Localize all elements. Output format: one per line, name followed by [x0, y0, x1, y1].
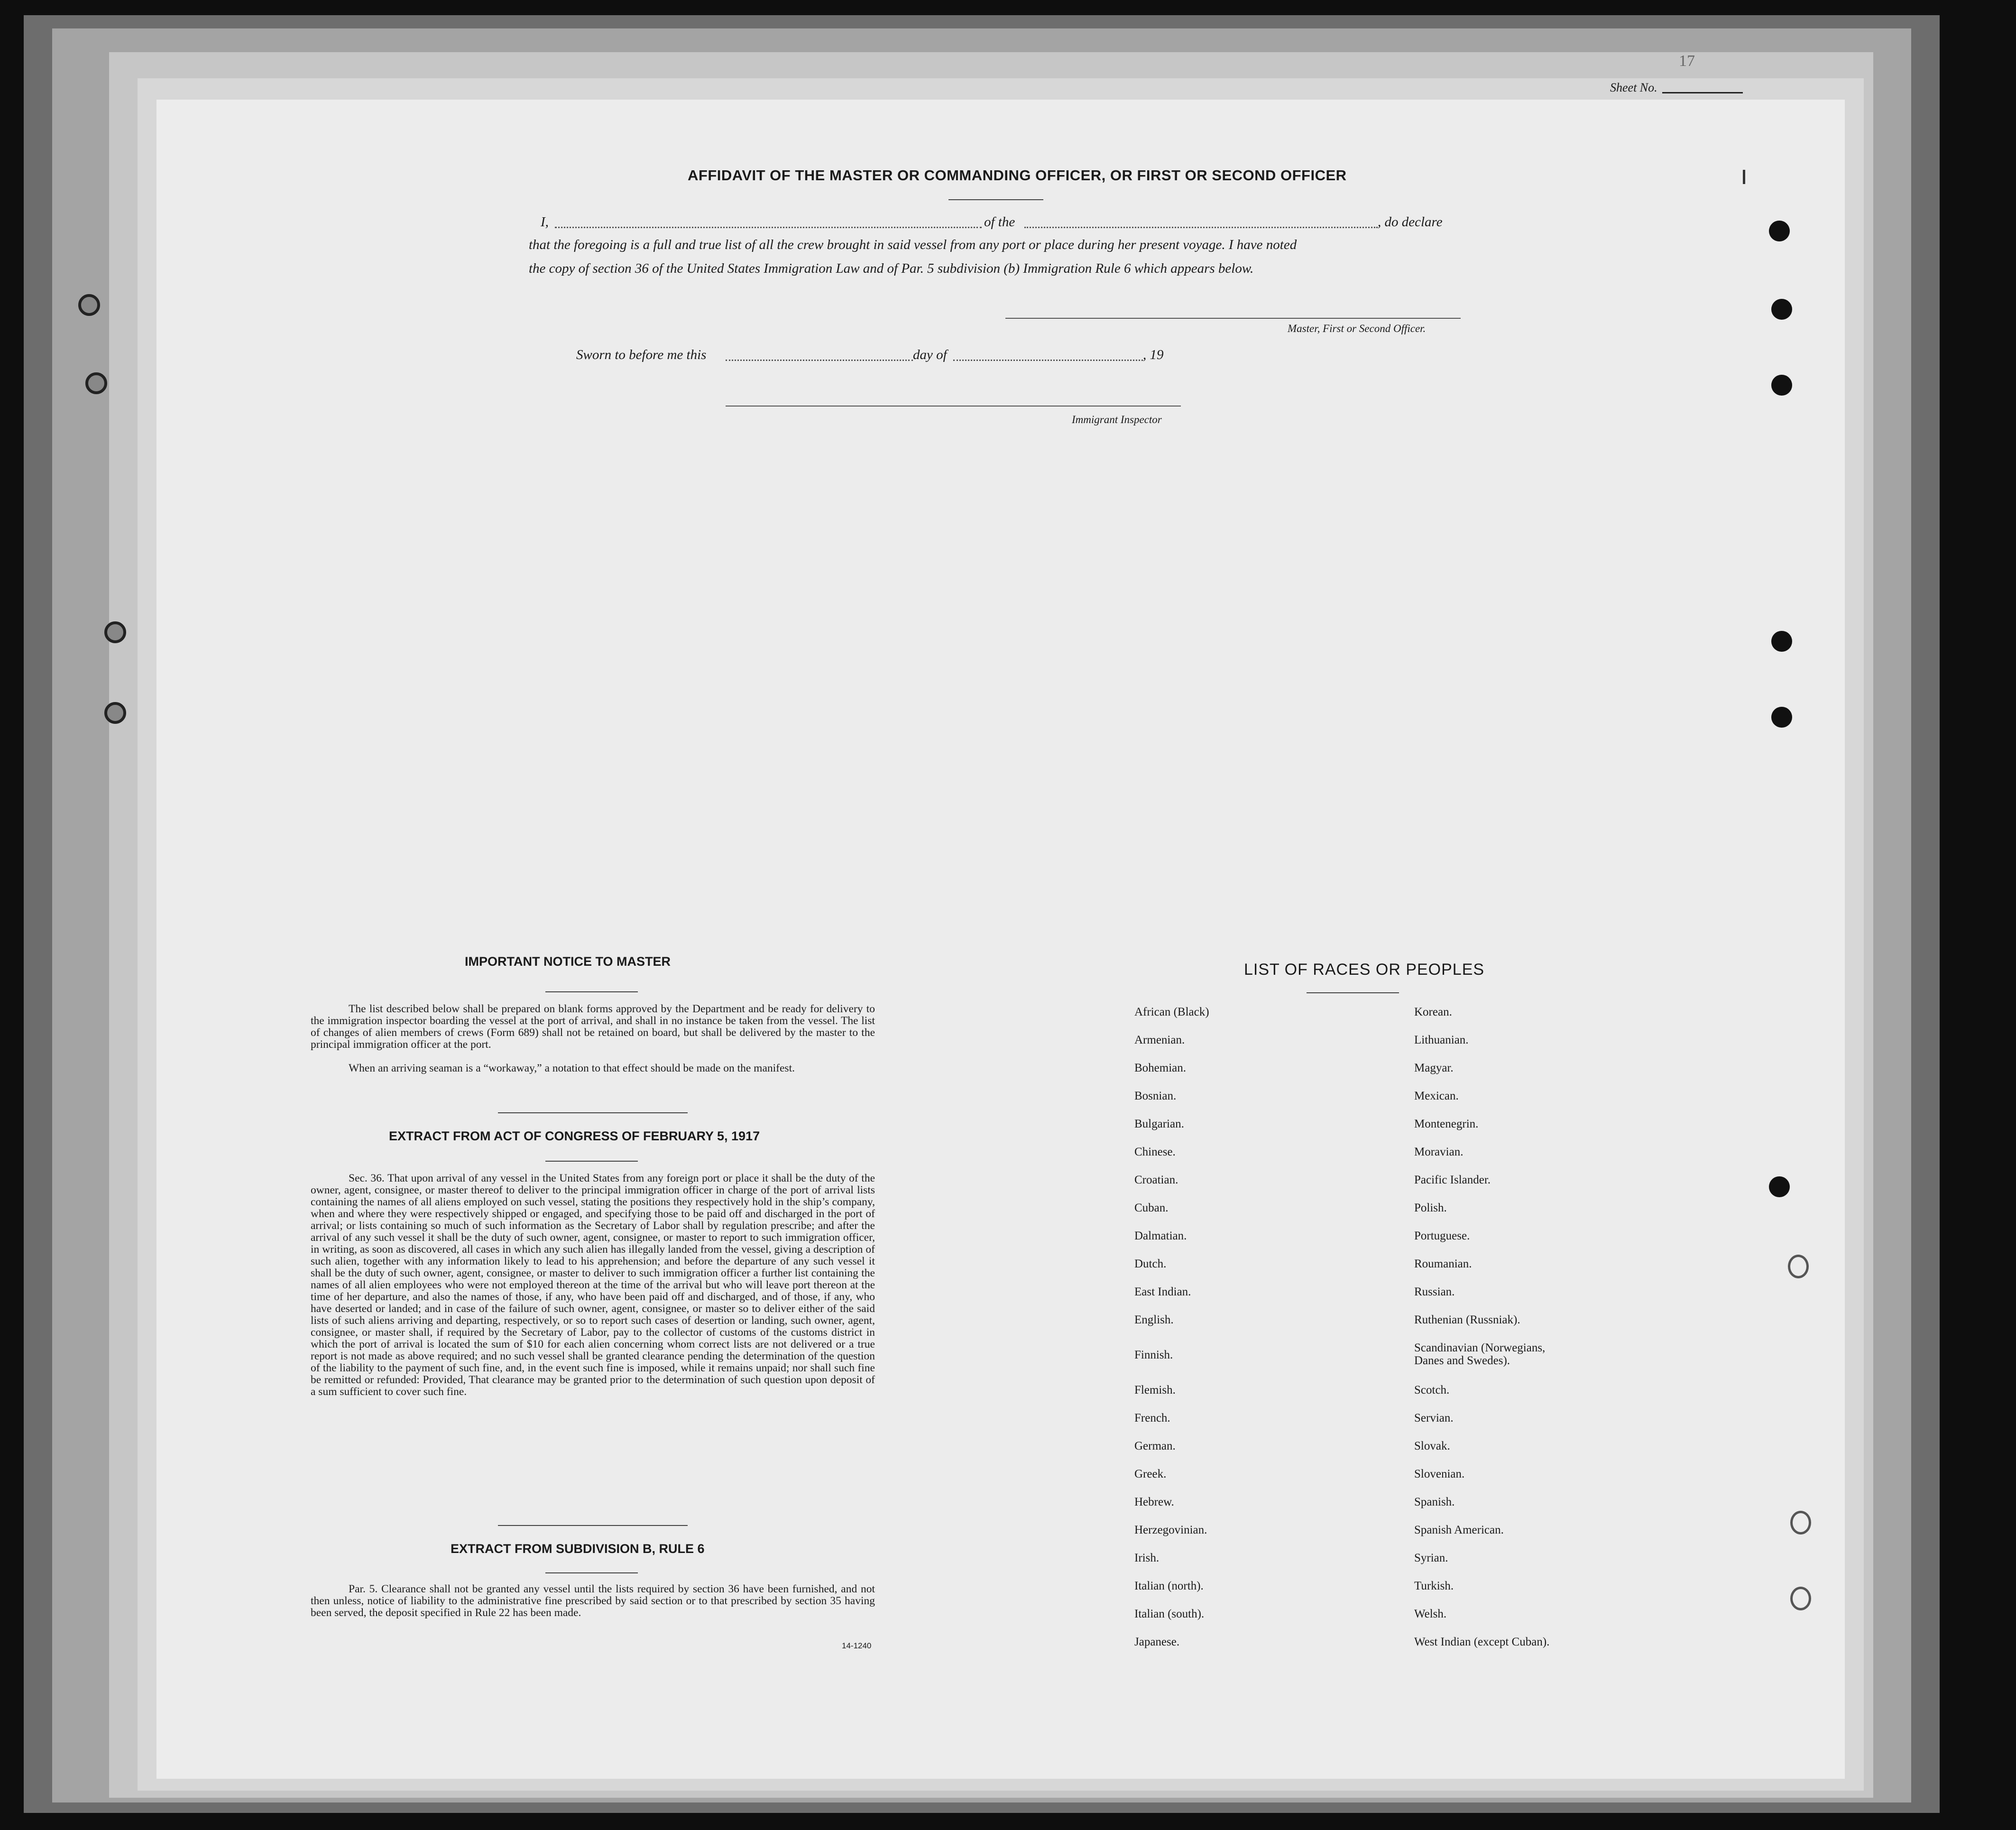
extract-rule-title: EXTRACT FROM SUBDIVISION B, RULE 6 [451, 1542, 705, 1556]
race-item: Moravian. [1414, 1146, 1464, 1158]
race-item: Magyar. [1414, 1062, 1454, 1074]
inspector-signature-label: Immigrant Inspector [1072, 414, 1162, 425]
notice-title: IMPORTANT NOTICE TO MASTER [465, 954, 671, 969]
punch-hole-icon [1769, 221, 1790, 241]
race-item: Russian. [1414, 1285, 1455, 1298]
race-item: Japanese. [1134, 1636, 1180, 1648]
race-item: Pacific Islander. [1414, 1174, 1491, 1186]
divider [1307, 992, 1399, 993]
race-item: French. [1134, 1412, 1170, 1424]
inspector-signature-line [726, 406, 1181, 407]
binder-ring-icon [104, 702, 126, 724]
races-title: LIST OF RACES OR PEOPLES [1244, 961, 1485, 979]
race-item: Scotch. [1414, 1384, 1450, 1396]
race-item: Mexican. [1414, 1090, 1459, 1102]
race-item: Servian. [1414, 1412, 1454, 1424]
form-number: 14-1240 [842, 1641, 872, 1650]
day-blank [726, 360, 913, 361]
race-item: Turkish. [1414, 1580, 1454, 1592]
race-item: Montenegrin. [1414, 1118, 1479, 1130]
race-item: Greek. [1134, 1468, 1167, 1480]
race-item: Dalmatian. [1134, 1229, 1187, 1242]
punch-hole-icon [1771, 375, 1792, 396]
race-item: Slovenian. [1414, 1468, 1465, 1480]
divider [498, 1112, 688, 1113]
extract-rule-paragraph: Par. 5. Clearance shall not be granted any vessel until the lists required by section 36 have been furnished, and not then unless, notice of liability to the administrative fine prescribed by said section or to that prescribed by section 35 having been served, the deposit specified in Rule 22 has been made. [311, 1583, 875, 1619]
race-item: Irish. [1134, 1552, 1160, 1564]
race-item: Finnish. [1134, 1349, 1173, 1361]
race-item: Herzegovinian. [1134, 1524, 1207, 1536]
notice-paragraph-2: When an arriving seaman is a “workaway,” a notation to that effect should be made on the manifest. [349, 1062, 795, 1074]
divider [545, 991, 638, 992]
race-item: German. [1134, 1440, 1176, 1452]
punch-hole-icon [1771, 707, 1792, 728]
race-item: Spanish. [1414, 1496, 1455, 1508]
punch-hole-icon [1790, 1511, 1811, 1534]
race-item: Spanish American. [1414, 1524, 1504, 1536]
sheet-number-label: Sheet No. [1610, 81, 1657, 94]
affidavit-title: AFFIDAVIT OF THE MASTER OR COMMANDING OFFICER, OR FIRST OR SECOND OFFICER [688, 167, 1347, 184]
punch-hole-icon [1788, 1255, 1809, 1278]
punch-hole-icon [1771, 631, 1792, 652]
affidavit-line3: the copy of section 36 of the United States Immigration Law and of Par. 5 subdivision (b) Immigration Rule 6 which appears below. [529, 261, 1254, 276]
race-item: Bohemian. [1134, 1062, 1187, 1074]
race-item: Italian (north). [1134, 1580, 1204, 1592]
master-signature-line [1005, 318, 1461, 319]
race-item: West Indian (except Cuban). [1414, 1636, 1550, 1648]
race-item: Scandinavian (Norwegians, Danes and Swedes). [1414, 1341, 1546, 1367]
race-item: Ruthenian (Russniak). [1414, 1313, 1520, 1326]
race-item: Cuban. [1134, 1202, 1169, 1214]
race-item: Polish. [1414, 1202, 1447, 1214]
binder-ring-icon [78, 294, 100, 316]
race-item: Bosnian. [1134, 1090, 1177, 1102]
race-item: Bulgarian. [1134, 1118, 1184, 1130]
race-item: Armenian. [1134, 1034, 1185, 1046]
affidavit-declare: , do declare [1378, 214, 1443, 230]
race-item: East Indian. [1134, 1285, 1191, 1298]
race-item: Portuguese. [1414, 1229, 1470, 1242]
affidavit-i: I, [541, 214, 549, 230]
race-item: Slovak. [1414, 1440, 1450, 1452]
sheet-number-line [1662, 92, 1743, 93]
ink-mark [1743, 170, 1745, 184]
divider [545, 1161, 638, 1162]
affidavit-of-the: of the [984, 214, 1015, 230]
binder-ring-icon [85, 372, 107, 394]
name-blank [555, 227, 982, 228]
race-item: English. [1134, 1313, 1174, 1326]
vessel-blank [1024, 227, 1378, 228]
extract-act-title: EXTRACT FROM ACT OF CONGRESS OF FEBRUARY 5, 1917 [389, 1129, 760, 1143]
race-item: Chinese. [1134, 1146, 1176, 1158]
race-item: Welsh. [1414, 1608, 1447, 1620]
race-item: Croatian. [1134, 1174, 1178, 1186]
race-item: Syrian. [1414, 1552, 1448, 1564]
punch-hole-icon [1771, 299, 1792, 320]
divider [498, 1525, 688, 1526]
year-prefix: , 19 [1143, 347, 1164, 362]
month-blank [953, 360, 1143, 361]
affidavit-line2: that the foregoing is a full and true list of all the crew brought in said vessel from any port or place during her present voyage. I have noted [529, 237, 1297, 252]
race-item: Flemish. [1134, 1384, 1176, 1396]
corner-page-number: 17 [1679, 52, 1695, 70]
master-signature-label: Master, First or Second Officer. [1288, 323, 1426, 334]
divider [948, 199, 1043, 200]
race-item: Korean. [1414, 1006, 1452, 1018]
sworn-text: Sworn to before me this [576, 347, 707, 362]
extract-act-paragraph: Sec. 36. That upon arrival of any vessel in the United States from any foreign port or place it shall be the duty of the owner, agent, consignee, or master thereof to deliver to the principal immigration officer in charge of the port of arrival lists containing the names of all aliens employed on such vessel, stating the positions they respectively hold in the ship’s company, when and where they were respectively shipped or engaged, and specifying those to be paid off and discharged in the port of arrival; or lists containing so much of such information as the Secretary of Labor shall by regulation prescribe; and after the arrival of any such vessel it shall be the duty of such owner, agent, consignee, or master to report to such immigration officer, in writing, as soon as discovered, all cases in which any such alien has illegally landed from the vessel, giving a description of such alien, together with any information likely to lead to his apprehension; and before the departure of any such vessel it shall be the duty of such owner, agent, consignee, or master to deliver to such immigration officer a further list containing the names of all alien employees who were not employed thereon at the time of the arrival but who will leave port thereon at the time of her departure, and also the names of those, if any, who have been paid off and discharged, and of those, if any, who have deserted or landed; and in case of the failure of such owner, agent, consignee, or master so to deliver either of the said lists of such aliens arriving and departing, respectively, or so to report such cases of desertion or landing, such owner, agent, consignee, or master shall, if required by the Secretary of Labor, pay to the collector of customs of the customs district in which the port of arrival is located the sum of $10 for each alien concerning whom correct lists are not delivered or a true report is not made as above required; and no such vessel shall be granted clearance pending the determination of the question of the liability to the payment of such fine, and, in the event such fine is imposed, while it remains unpaid; nor shall such fine be remitted or refunded: Provided, That clearance may be granted prior to the determination of such question upon deposit of a sum sufficient to cover such fine. [311, 1172, 875, 1398]
race-item: Lithuanian. [1414, 1034, 1469, 1046]
race-item: Dutch. [1134, 1257, 1167, 1270]
binder-ring-icon [104, 621, 126, 643]
divider [545, 1572, 638, 1573]
document-page [156, 100, 1845, 1779]
race-item: Roumanian. [1414, 1257, 1472, 1270]
day-of-text: day of [913, 347, 947, 362]
punch-hole-icon [1790, 1587, 1811, 1610]
race-item: Italian (south). [1134, 1608, 1205, 1620]
race-item: African (Black) [1134, 1006, 1209, 1018]
notice-paragraph-1: The list described below shall be prepared on blank forms approved by the Department and be ready for delivery to the immigration inspector boarding the vessel at the port of arrival, and shall in no instance be taken from the vessel. The list of changes of alien members of crews (Form 689) shall not be retained on board, but shall be delivered by the master to the principal immigration officer at the port. [311, 1003, 875, 1051]
punch-hole-icon [1769, 1176, 1790, 1197]
race-item: Hebrew. [1134, 1496, 1174, 1508]
